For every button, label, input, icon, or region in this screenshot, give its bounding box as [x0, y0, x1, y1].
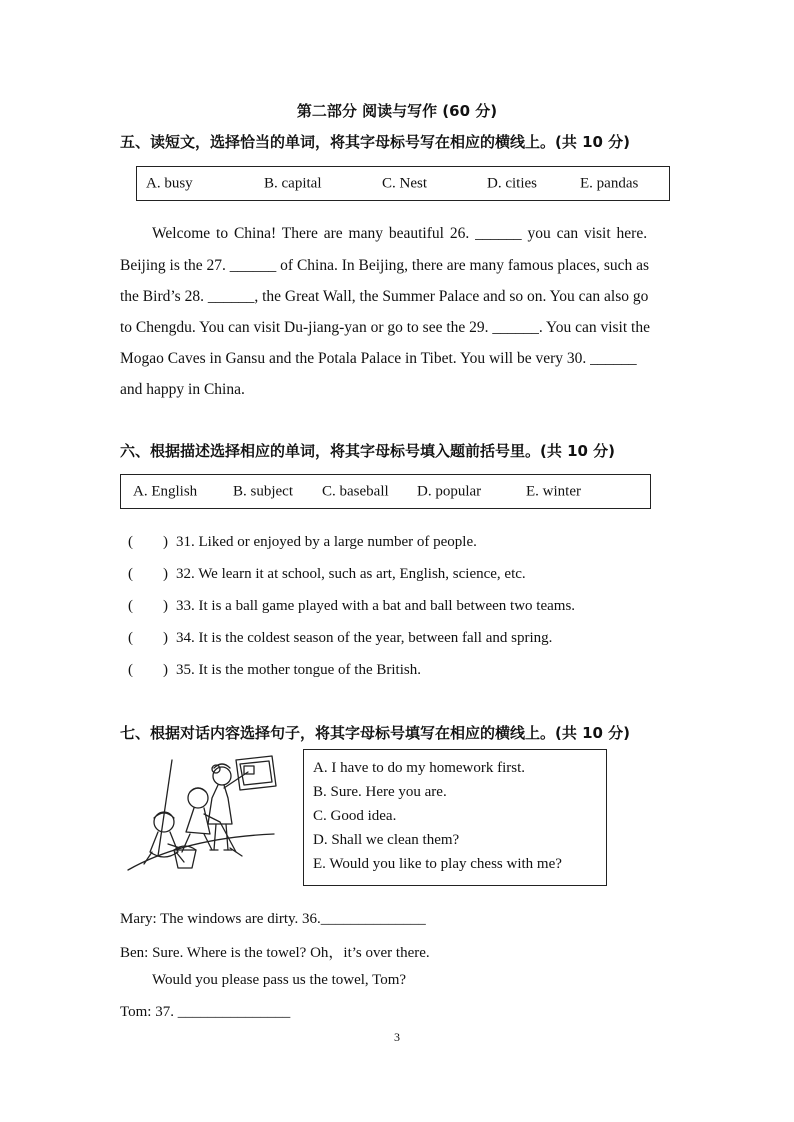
section5-heading: 五、读短文，选择恰当的单词，将其字母标号写在相应的横线上。(共 10 分)	[120, 133, 631, 151]
section7-option-a: A. I have to do my homework first.	[313, 760, 526, 776]
section7-option-box	[303, 749, 607, 886]
section6-option-a: A. English	[133, 483, 198, 499]
section7-option-b: B. Sure. Here you are.	[313, 784, 447, 800]
section5-option-e: E. pandas	[580, 175, 639, 191]
section6-heading: 六、根据描述选择相应的单词，将其字母标号填入题前括号里。(共 10 分)	[120, 442, 616, 460]
dialogue-line-ben-2: Would you please pass us the towel, Tom?	[152, 972, 407, 988]
answer-bracket[interactable]: ( )	[128, 566, 168, 582]
section5-option-d: D. cities	[487, 175, 537, 191]
question-31	[128, 530, 477, 551]
dialogue-line-ben: Ben: Sure. Where is the towel? Oh，it’s over there.	[120, 945, 430, 961]
section6-option-d: D. popular	[417, 483, 482, 499]
dialogue-line-mary: Mary: The windows are dirty. 36.______________	[120, 911, 426, 927]
section7-heading: 七、根据对话内容选择句子，将其字母标号填写在相应的横线上。(共 10 分)	[120, 724, 631, 742]
section7-option-c: C. Good idea.	[313, 808, 397, 824]
cleaning-illustration	[124, 752, 284, 877]
section6-option-e: E. winter	[526, 483, 581, 499]
question-32	[128, 562, 526, 583]
section5-option-c: C. Nest	[382, 175, 427, 191]
section5-option-b: B. capital	[264, 175, 322, 191]
question-34	[128, 626, 552, 647]
dialogue-line-tom: Tom: 37. _______________	[120, 1004, 291, 1020]
question-35	[128, 658, 421, 679]
section7-option-e: E. Would you like to play chess with me?	[313, 856, 562, 872]
answer-bracket[interactable]: ( )	[128, 598, 168, 614]
part-title: 第二部分 阅读与写作 (60 分)	[296, 102, 498, 120]
question-text: 33. It is a ball game played with a bat and ball between two teams.	[176, 598, 576, 614]
answer-bracket[interactable]: ( )	[128, 630, 168, 646]
answer-bracket[interactable]: ( )	[128, 662, 168, 678]
section5-option-a: A. busy	[146, 175, 193, 191]
passage-line: Mogao Caves in Gansu and the Potala Palace in Tibet. You will be very 30. ______	[120, 350, 637, 367]
section6-option-c: C. baseball	[322, 483, 389, 499]
passage-line: Welcome to China! There are many beautiful 26. ______ you can visit here.	[152, 225, 648, 242]
passage-line: and happy in China.	[120, 381, 245, 398]
passage-line: the Bird’s 28. ______, the Great Wall, the Summer Palace and so on. You can also go	[120, 288, 649, 305]
question-33	[128, 594, 575, 615]
question-text: 34. It is the coldest season of the year, between fall and spring.	[176, 630, 553, 646]
question-text: 32. We learn it at school, such as art, English, science, etc.	[176, 566, 526, 582]
section6-option-b: B. subject	[233, 483, 293, 499]
section7-option-d: D. Shall we clean them?	[313, 832, 460, 848]
question-text: 35. It is the mother tongue of the British.	[176, 662, 421, 678]
passage-line: Beijing is the 27. ______ of China. In Beijing, there are many famous places, such as	[120, 257, 650, 274]
page-number: 3	[394, 1030, 400, 1044]
section5-option-box	[136, 166, 670, 201]
question-text: 31. Liked or enjoyed by a large number of people.	[176, 534, 477, 550]
section6-option-box	[120, 474, 651, 509]
passage-line: to Chengdu. You can visit Du-jiang-yan or go to see the 29. ______. You can visit the	[120, 319, 650, 336]
answer-bracket[interactable]: ( )	[128, 534, 168, 550]
